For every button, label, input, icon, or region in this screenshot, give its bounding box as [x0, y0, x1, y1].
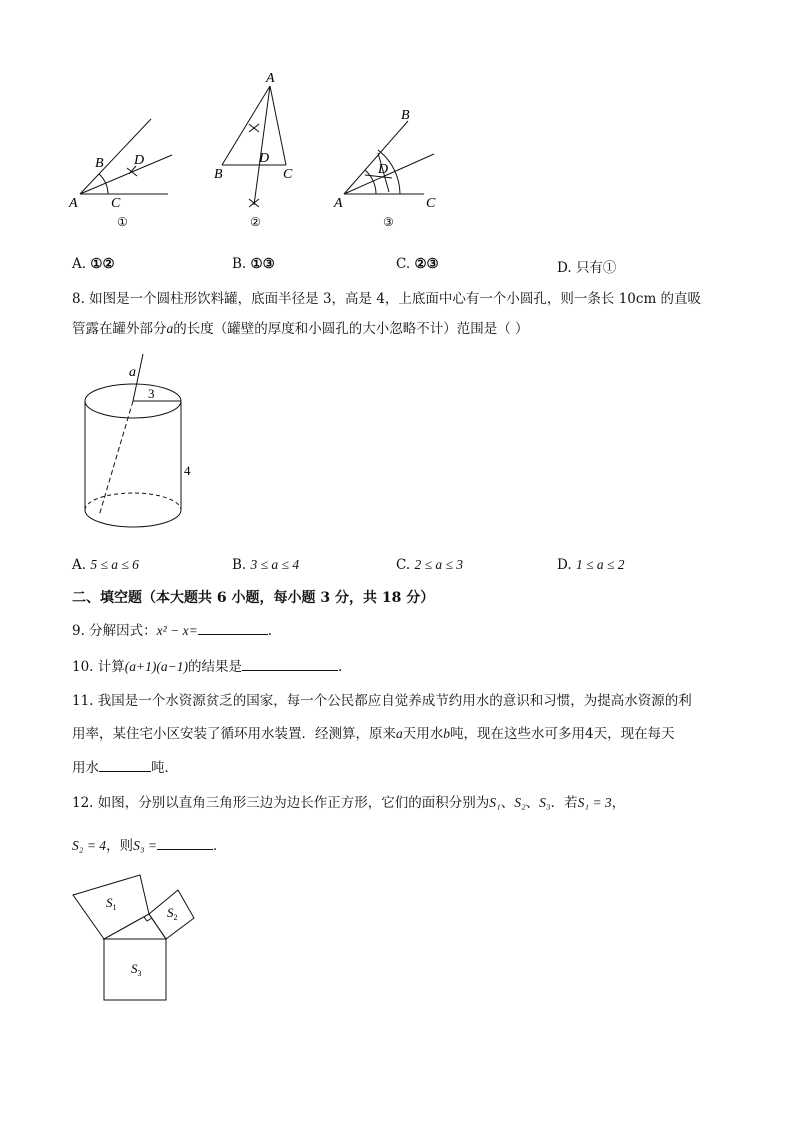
fig1-label-c: C: [111, 196, 121, 211]
q12-answer-blank[interactable]: [157, 835, 213, 850]
q12-ask: S₃ =: [133, 838, 157, 853]
q7-figure-2: [222, 86, 286, 207]
q7-option-a[interactable]: [72, 256, 115, 272]
q8-option-d-letter: D.: [557, 557, 572, 573]
fig3-label-a: A: [334, 196, 343, 211]
fig3-label-b: B: [401, 108, 410, 123]
q7-option-a-text: ①②: [90, 256, 115, 272]
q12-end: ．: [213, 838, 227, 854]
q7-option-d[interactable]: [557, 256, 616, 276]
q12-fig-s1: $S_1$: [106, 895, 117, 912]
q12-line-2-b: ，则: [106, 838, 134, 854]
q8-line-2: [72, 317, 529, 337]
q7-option-c[interactable]: [396, 256, 439, 272]
fig2-bisector: [254, 86, 270, 205]
q10: [72, 655, 342, 675]
q12-cond-1: S₁ = 3: [577, 795, 612, 810]
q11-line-2-b: 天用水: [402, 726, 444, 742]
q11-answer-blank[interactable]: [99, 757, 151, 772]
q8-line-2-b: 的长度（罐壁的厚度和小圆孔的大小忽略不计）范围是（ ）: [173, 321, 529, 337]
q8-option-b-letter: B.: [232, 557, 247, 573]
q7-option-c-letter: C.: [396, 256, 411, 272]
q11-line-2: [72, 722, 675, 742]
q8-cylinder-figure: [0, 350, 794, 550]
q11-var-a: a: [396, 726, 403, 741]
q8-fig-label-height: 4: [184, 463, 191, 478]
q8-option-d[interactable]: [557, 557, 625, 573]
q8-var-a: a: [166, 321, 174, 336]
right-angle-mark: [144, 917, 152, 921]
fig1-number: ①: [117, 215, 128, 229]
q11-line-1: 11. 我国是一个水资源贫乏的国家，每一个公民都应自觉养成节约用水的意识和习惯，为提高水资源的利: [72, 693, 692, 709]
q9-answer-blank[interactable]: [198, 620, 268, 635]
q7-option-b-text: ①③: [250, 256, 275, 272]
right-triangle: [104, 914, 166, 939]
fig2-label-b: B: [214, 167, 223, 182]
fig1-label-b: B: [95, 156, 104, 171]
q9-prefix: 9. 分解因式：: [72, 623, 157, 639]
q7-option-d-text: 只有①: [575, 260, 617, 276]
q12-fig-s3: $S_3$: [131, 961, 142, 978]
fig1-ray-ad: [80, 155, 172, 194]
q12-line-1: [72, 791, 625, 811]
cylinder-bottom-front: [85, 510, 181, 527]
fig2-label-d: D: [259, 151, 270, 166]
q10-end: .: [337, 659, 343, 675]
q8-line-2-a: 管露在罐外部分: [72, 321, 167, 337]
q8-option-a-letter: A.: [72, 557, 87, 573]
q9-expr: x² − x=: [156, 623, 198, 638]
q11-line-2-d: 天，现在每天: [593, 726, 675, 742]
q11-line-3-a: 用水: [72, 760, 99, 776]
q12-cond-2: S₂ = 4: [72, 838, 107, 853]
q12-line-1-b: ．若: [550, 795, 578, 811]
fig1-label-d: D: [134, 153, 145, 168]
straw-inside: [99, 401, 133, 516]
fig3-number: ③: [383, 215, 394, 229]
q8-option-a[interactable]: [72, 557, 139, 573]
q10-expr: (a+1)(a−1): [124, 659, 188, 674]
q8-line-1: 8. 如图是一个圆柱形饮料罐，底面半径是 3，高是 4，上底面中心有一个小圆孔，则一条长 10cm 的直吸: [72, 291, 702, 307]
fig3-label-c: C: [426, 196, 436, 211]
q8-option-a-text: 5 ≤ a ≤ 6: [90, 557, 139, 572]
q12-s2: S₂: [514, 795, 526, 810]
fig2-label-a: A: [266, 71, 275, 86]
q12-line-1-a: 12. 如图，分别以直角三角形三边为边长作正方形，它们的面积分别为: [72, 795, 490, 811]
q11-line-2-c: 吨，现在这些水可多用: [450, 726, 585, 742]
fig2-label-c: C: [283, 167, 293, 182]
q12-sep-2: 、: [525, 795, 540, 811]
q9-end: .: [267, 623, 272, 639]
q11-num-4: 4: [585, 726, 594, 742]
q7-option-d-letter: D.: [557, 260, 572, 276]
q7-figures: [0, 0, 794, 250]
fig3-label-d: D: [378, 162, 389, 177]
q7-option-a-letter: A.: [72, 256, 87, 272]
q8-option-c[interactable]: [396, 557, 463, 573]
q8-option-b-text: 3 ≤ a ≤ 4: [250, 557, 300, 572]
q7-figure-1: [80, 119, 172, 194]
q12-s1: S₁: [489, 795, 501, 810]
q7-option-c-text: ②③: [414, 256, 439, 272]
fig1-arc-mark-1: [127, 168, 137, 176]
q12-sep-1: 、: [500, 795, 515, 811]
cylinder-bottom-back: [85, 493, 181, 510]
q9: [72, 619, 272, 639]
q8-option-c-text: 2 ≤ a ≤ 3: [414, 557, 464, 572]
fig1-label-a: A: [69, 196, 78, 211]
q8-option-c-letter: C.: [396, 557, 411, 573]
q10-prefix: 10. 计算: [72, 659, 125, 675]
q12-squares-figure: [0, 860, 794, 1020]
q11-line-2-a: 用率，某住宅小区安装了循环用水装置．经测算，原来: [72, 726, 396, 742]
q12-s3: S₃: [539, 795, 551, 810]
q11-line-3-b: 吨．: [151, 760, 178, 776]
q8-option-d-text: 1 ≤ a ≤ 2: [575, 557, 625, 572]
fig3-ray-ad: [344, 154, 434, 194]
q11-line-3: [72, 756, 178, 776]
q11-var-b: b: [443, 726, 450, 741]
fig2-number: ②: [250, 215, 261, 229]
q7-option-b[interactable]: [232, 256, 275, 272]
q12-line-2: [72, 834, 227, 854]
q7-option-b-letter: B.: [232, 256, 247, 272]
q12-fig-s2: $S_2$: [167, 905, 178, 922]
q7-figure-3: [344, 121, 434, 194]
fig2-side-ac: [270, 86, 286, 165]
q8-fig-label-a: a: [129, 365, 136, 380]
q10-answer-blank[interactable]: [242, 656, 338, 671]
q12-comma: ，: [611, 795, 626, 811]
section-2-title: 二、填空题（本大题共 6 小题，每小题 3 分，共 18 分）: [72, 590, 435, 606]
q8-option-b[interactable]: [232, 557, 299, 573]
q8-fig-label-radius: 3: [148, 386, 155, 401]
q10-suffix: 的结果是: [187, 659, 242, 675]
